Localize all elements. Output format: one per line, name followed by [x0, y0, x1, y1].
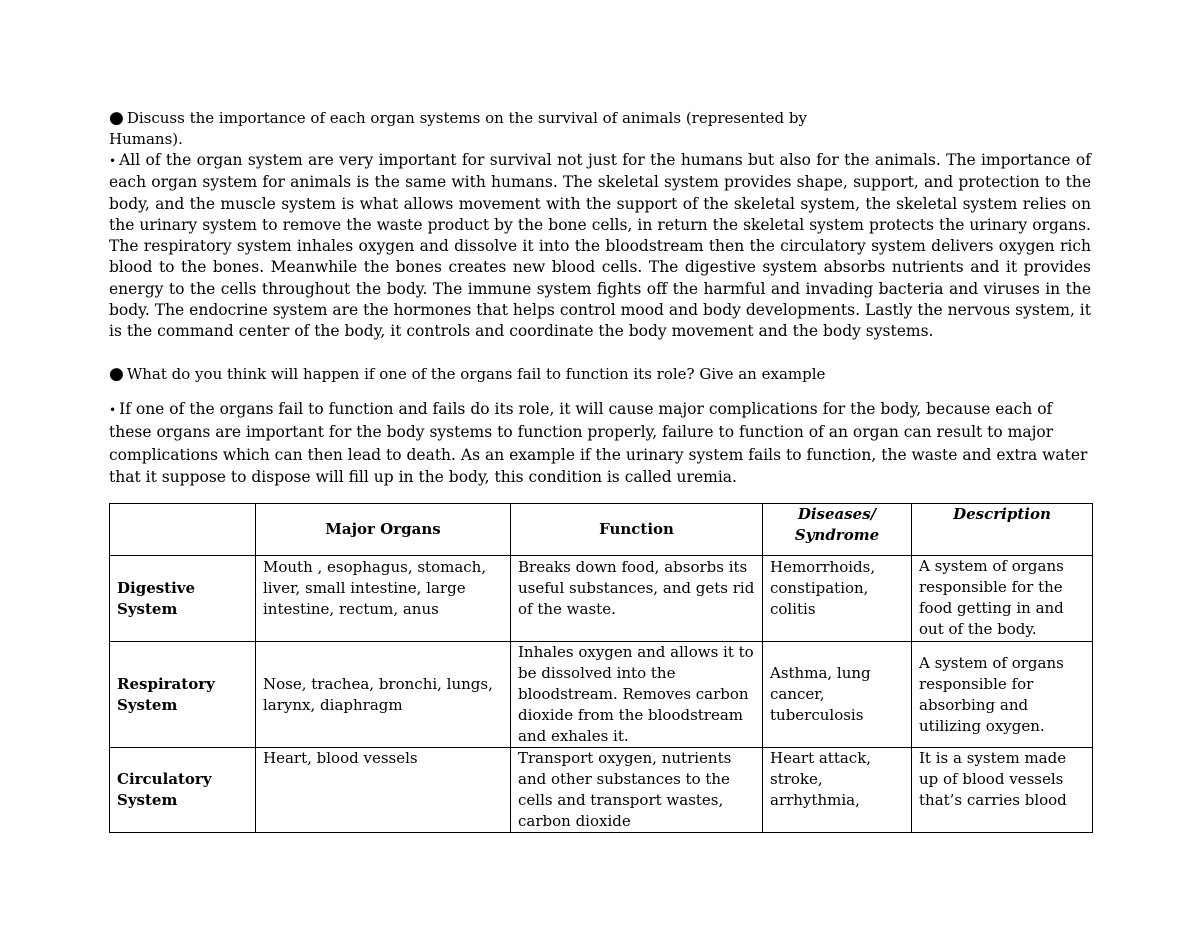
header-diseases-syndrome: Diseases/ Syndrome — [763, 504, 912, 556]
answer-1 — [109, 150, 1091, 343]
answer-2 — [109, 398, 1091, 489]
function-cell: Transport oxygen, nutrients and other substances to the cells and transport wastes, carbon dioxide — [511, 748, 763, 833]
major-organs-cell: Nose, trachea, bronchi, lungs, larynx, diaphragm — [256, 642, 511, 748]
major-organs-cell: Heart, blood vessels — [256, 748, 511, 833]
header-function: Function — [511, 504, 763, 556]
bullet-icon: ● — [109, 363, 124, 384]
diseases-cell: Asthma, lung cancer, tuberculosis — [763, 642, 912, 748]
answer-2-text: If one of the organs fail to function and fails do its role, it will cause major complications for the body, because each of these organs are important for the body systems to function properly, failure to function of an organ can result to major complications which can then lead to death. As an example if the urinary system fails to function, the waste and extra water that it suppose to dispose will fill up in the body, this condition is called uremia. — [109, 399, 1088, 487]
function-cell: Inhales oxygen and allows it to be dissolved into the bloodstream. Removes carbon dioxide from the bloodstream and exhales it. — [511, 642, 763, 748]
table-row — [110, 748, 1093, 833]
major-organs-cell: Mouth , esophagus, stomach, liver, small intestine, large intestine, rectum, anus — [256, 556, 511, 642]
question-2 — [109, 364, 1091, 385]
answer-1-text: All of the organ system are very important for survival not just for the humans but also for the animals. The importance of each organ system for animals is the same with humans. The skeletal system provides shape, support, and protection to the body, and the muscle system is what allows movement with the support of the skeletal system, the skeletal system relies on the urinary system to remove the waste product by the bone cells, in return the skeletal system protects the urinary organs. The respiratory system inhales oxygen and dissolve it into the bloodstream then the circulatory system delivers oxygen rich blood to the bones. Meanwhile the bones creates new blood cells. The digestive system absorbs nutrients and it provides energy to the cells throughout the body. The immune system fights off the harmful and invading bacteria and viruses in the body. The endocrine system are the hormones that helps control mood and body developments. Lastly the nervous system, it is the command center of the body, it controls and coordinate the body movement and the body systems. — [109, 151, 1091, 341]
header-cell-empty — [110, 504, 256, 556]
table-row — [110, 556, 1093, 642]
table-row — [110, 642, 1093, 748]
table-header-row — [110, 504, 1093, 556]
description-cell: A system of organs responsible for the food getting in and out of the body. — [912, 556, 1093, 642]
header-major-organs: Major Organs — [256, 504, 511, 556]
bullet-icon: ● — [109, 108, 124, 128]
small-bullet-icon: • — [109, 402, 117, 417]
question-1 — [109, 108, 1091, 150]
description-cell: It is a system made up of blood vessels that’s carries blood — [912, 748, 1093, 833]
header-description: Description — [912, 504, 1093, 556]
question-1-text: Discuss the importance of each organ systems on the survival of animals (represented by — [126, 109, 807, 127]
diseases-cell: Hemorrhoids, constipation, colitis — [763, 556, 912, 642]
question-2-text: What do you think will happen if one of the organs fail to function its role? Give an example — [126, 364, 826, 383]
system-name: Circulatory System — [110, 748, 256, 833]
question-1-text-cont: Humans). — [109, 130, 183, 148]
document-page — [109, 108, 1091, 489]
organ-systems-table — [109, 503, 1093, 833]
diseases-cell: Heart attack, stroke, arrhythmia, — [763, 748, 912, 833]
function-cell: Breaks down food, absorbs its useful substances, and gets rid of the waste. — [511, 556, 763, 642]
small-bullet-icon: • — [109, 154, 117, 168]
system-name: Digestive System — [110, 556, 256, 642]
system-name: Respiratory System — [110, 642, 256, 748]
description-cell: A system of organs responsible for absorbing and utilizing oxygen. — [912, 642, 1093, 748]
